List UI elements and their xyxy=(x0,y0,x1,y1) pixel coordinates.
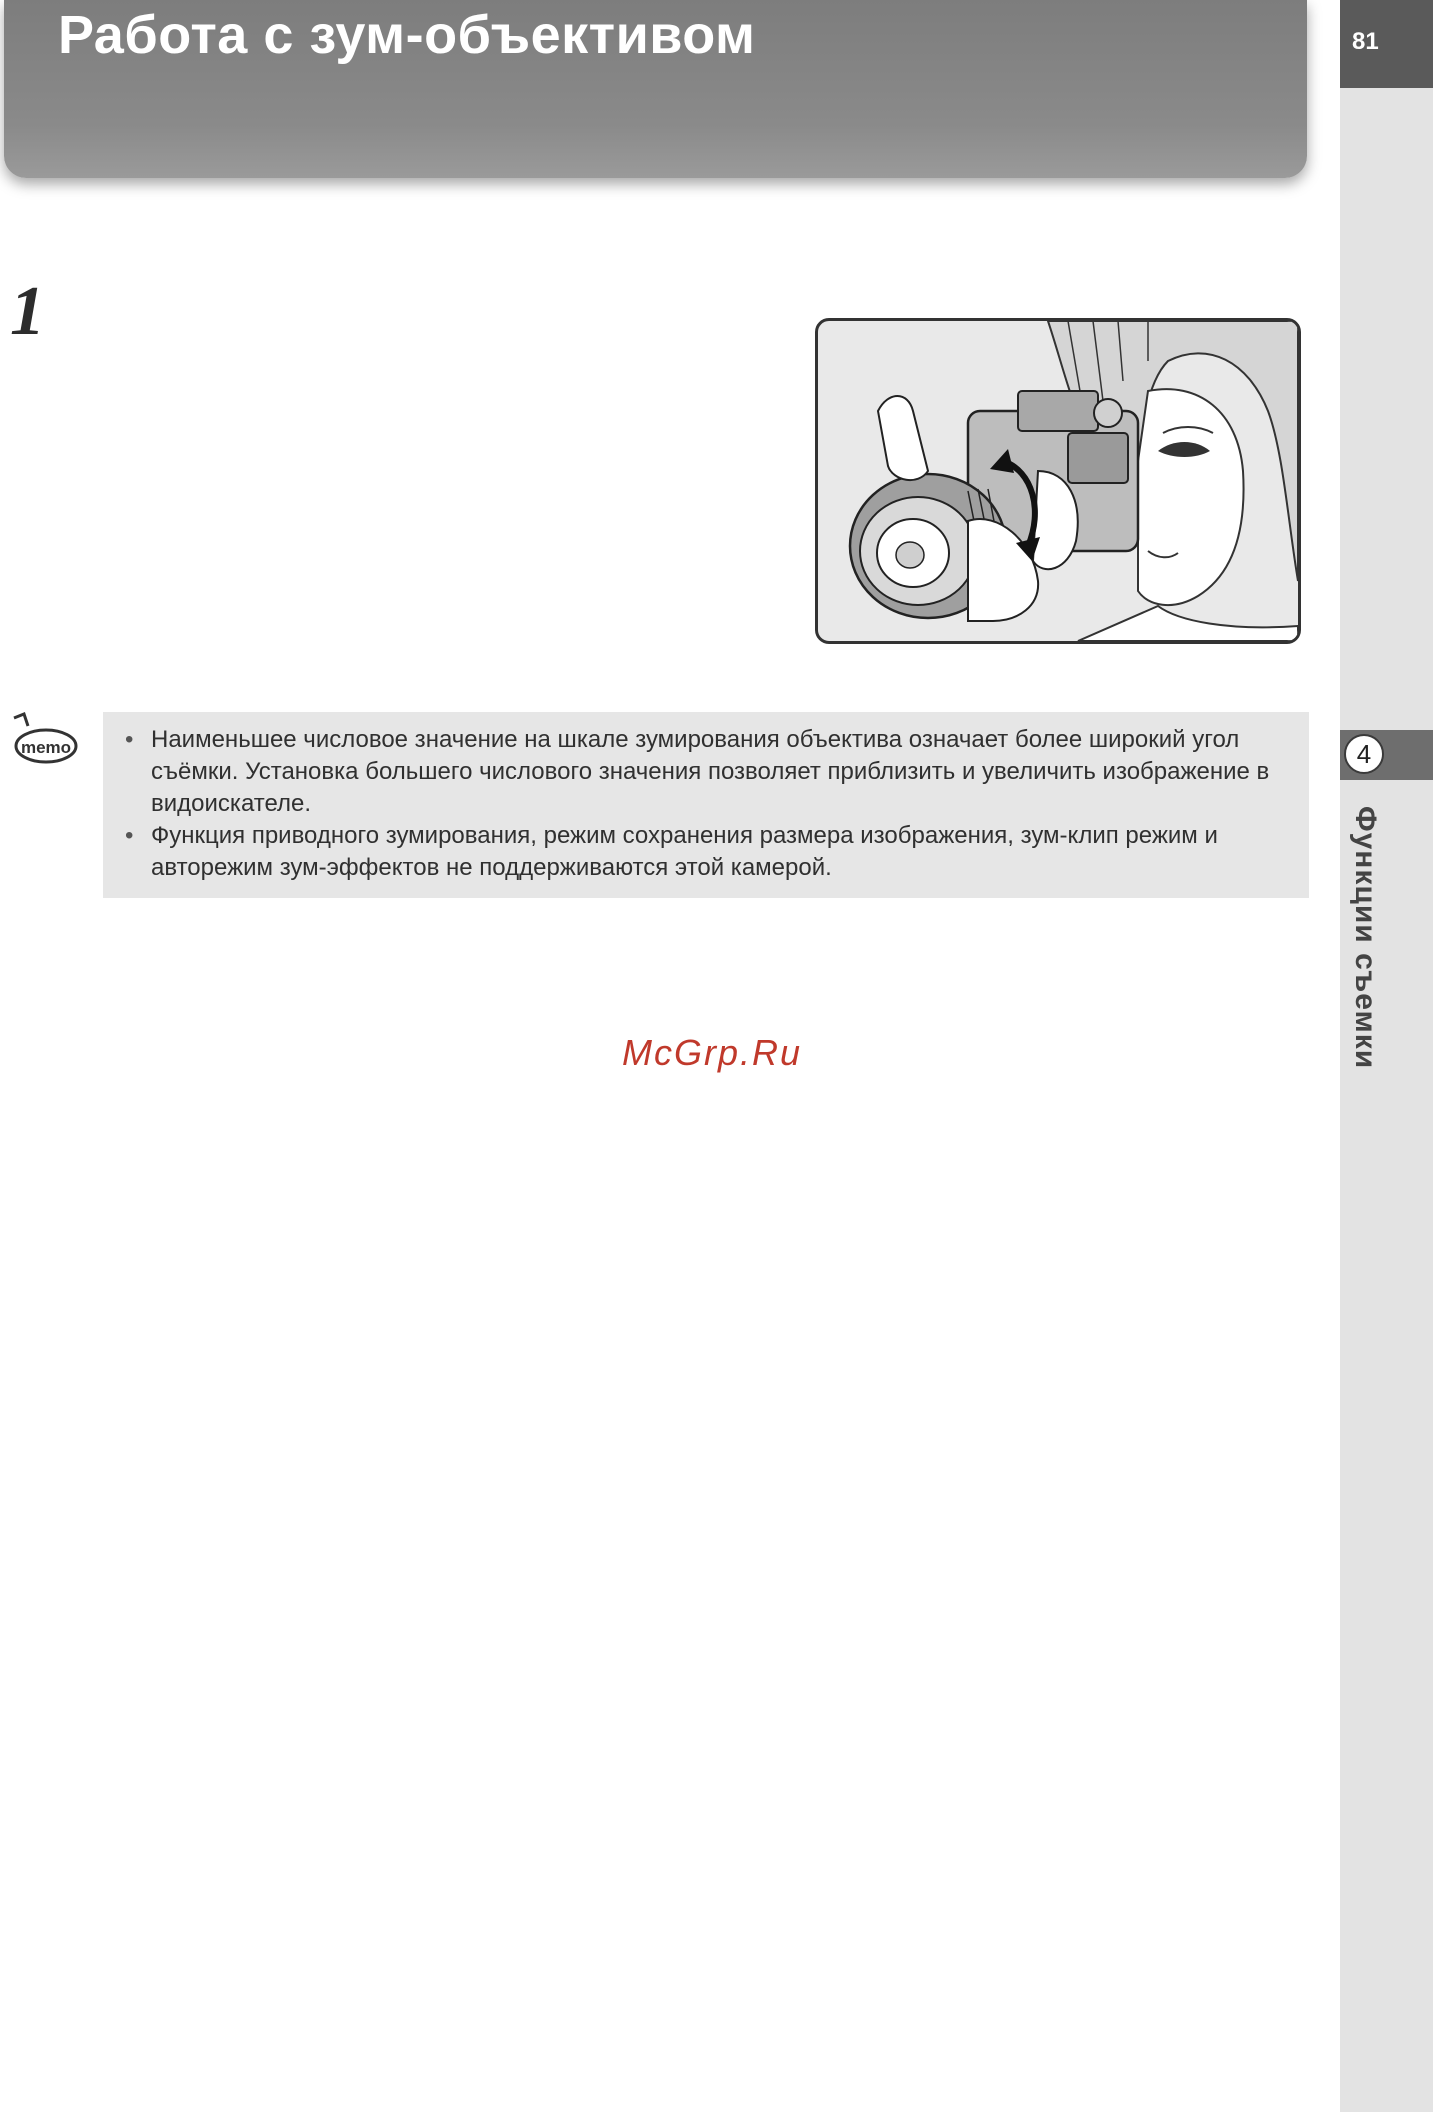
memo-item: • Функция приводного зумирования, режим сохранения размера изображения, зум-клип режим и авторежим зум-эффектов не поддерживаются этой камерой. xyxy=(123,820,1291,884)
illustration-drawing xyxy=(818,321,1298,641)
page-title: Работа с зум-объективом xyxy=(58,5,756,65)
watermark: McGrp.Ru xyxy=(622,1032,803,1073)
camera-zoom-illustration xyxy=(815,318,1301,644)
memo-box xyxy=(103,712,1309,898)
chapter-number-badge: 4 xyxy=(1344,734,1384,774)
chapter-title: Функции съемки xyxy=(1349,806,1382,1070)
page-number: 81 xyxy=(1352,28,1379,55)
step-number: 1 xyxy=(10,273,45,350)
title-banner xyxy=(4,0,1307,178)
memo-icon xyxy=(8,712,80,772)
memo-icon-label: memo xyxy=(20,738,72,757)
memo-item: • Наименьшее числовое значение на шкале зумирования объектива означает более широкий угол съёмки. Установка большего числового значения позволяет приблизить и увеличить изображение в видоискателе. xyxy=(123,724,1291,820)
memo-list xyxy=(123,724,1291,884)
